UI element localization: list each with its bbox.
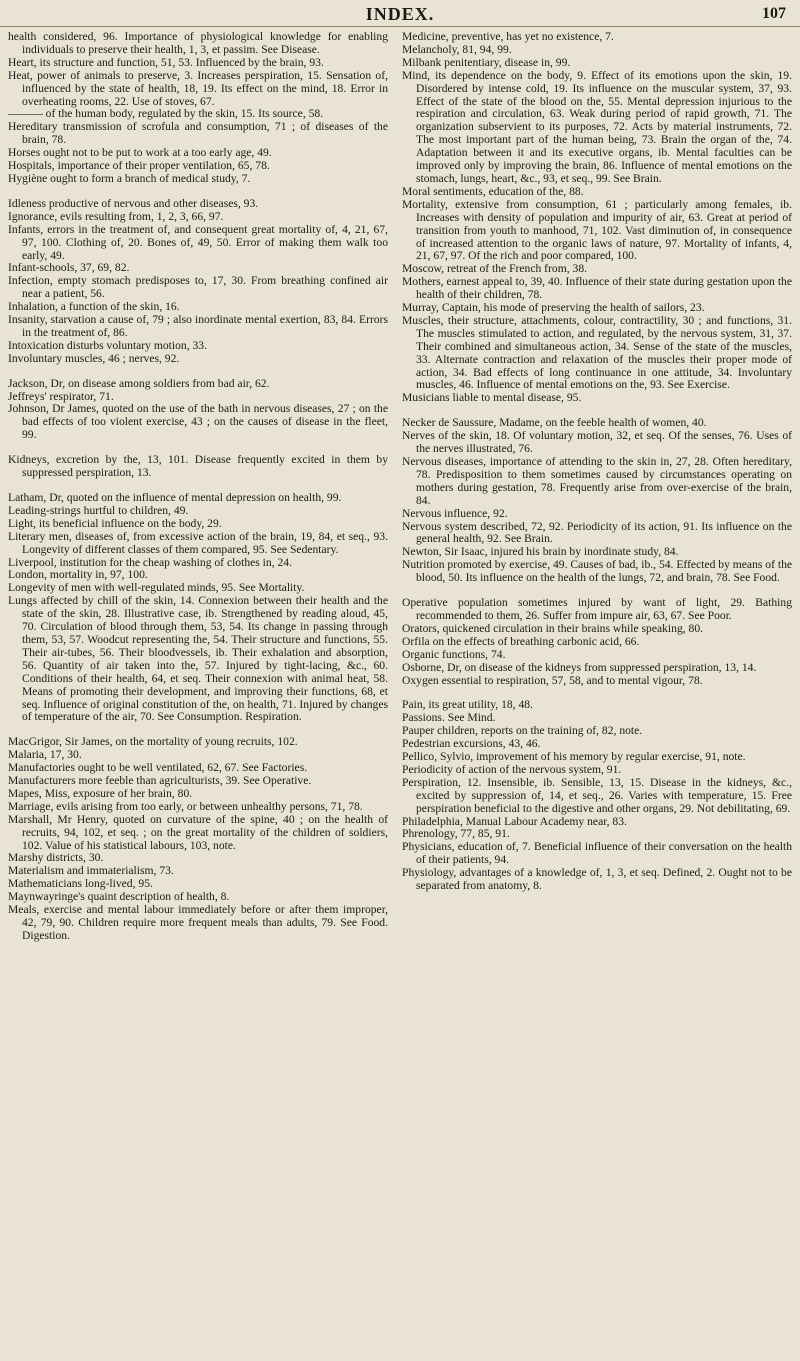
- index-entry: MacGrigor, Sir James, on the mortality of young recruits, 102.: [8, 735, 298, 749]
- index-entry: Newton, Sir Isaac, injured his brain by inordinate study, 84.: [402, 545, 679, 559]
- index-entry: Musicians liable to mental disease, 95.: [402, 391, 582, 405]
- page-number: 107: [762, 5, 786, 22]
- index-entry: Kidneys, excretion by the, 13, 101. Disease frequently excited in them by suppressed perspiration, 13.: [8, 453, 388, 480]
- index-entry: Latham, Dr, quoted on the influence of mental depression on health, 99.: [8, 491, 342, 504]
- index-entry: Nervous system described, 72, 92. Periodicity of its action, 91. Its influence on the general health, 92. See Brain.: [402, 519, 792, 546]
- index-entry: Oxygen essential to respiration, 57, 58, and to mental vigour, 78.: [402, 673, 703, 687]
- index-entry: Manufactories ought to be well ventilated, 62, 67. See Factories.: [8, 761, 308, 775]
- index-entry: Ignorance, evils resulting from, 1, 2, 3, 66, 97.: [8, 209, 224, 223]
- index-entry: Hygiène ought to form a branch of medical study, 7.: [8, 171, 251, 185]
- index-entry: Passions. See Mind.: [402, 711, 496, 725]
- index-entry: Intoxication disturbs voluntary motion, 33.: [8, 338, 208, 352]
- index-entry: Organic functions, 74.: [402, 647, 506, 661]
- index-entry: Pain, its great utility, 18, 48.: [402, 698, 533, 712]
- index-entry: Literary men, diseases of, from excessive action of the brain, 19, 84, et seq., 93. Longevity of different classes of them compared, 95. See Sedentary.: [8, 529, 388, 556]
- index-column-right: [402, 31, 792, 893]
- index-entry: Physicians, education of, 7. Beneficial influence of their conversation on the health of their patients, 94.: [402, 840, 792, 867]
- index-entry: Perspiration, 12. Insensible, ib. Sensible, 13, 15. Disease in the kidneys, &c., excited by suppression of, 14, et seq., 26. Varies with temperature, 15. Free perspiration beneficial to the digestive and other organs, 29. Not debilitating, 69.: [402, 775, 792, 815]
- index-entry: Hereditary transmission of scrofula and consumption, 71 ; of diseases of the brain, 78.: [8, 120, 388, 147]
- index-column-left: [8, 31, 388, 943]
- index-entry: Infection, empty stomach predisposes to, 17, 30. From breathing confined air near a patient, 56.: [8, 274, 388, 301]
- index-entry: Mind, its dependence on the body, 9. Effect of its emotions upon the skin, 19. Disordered by intense cold, 19. Its influence on the muscular system, 37, 93. Effect of the state of the blood on the, 55. Mental depression injurious to the respiration and circulation, 63. Weak during period of rapid growth, 71. The organization subservient to its purposes, 72. Acts by material instruments, 72. The most important part of the human being, 73. Brain the organ of the, 74. Adaptation between it and its executive organs, ib. Mental faculties can be improved only by improving the brain, 86. Influence of mental emotions on the stomach, lungs, heart, &c., 93, et seq., 99. See Brain.: [402, 68, 792, 185]
- index-entry: Marshy districts, 30.: [8, 851, 104, 865]
- index-entry: Nervous influence, 92.: [402, 506, 508, 520]
- index-entry: Medicine, preventive, has yet no existence, 7.: [402, 30, 614, 43]
- index-entry: health considered, 96. Importance of physiological knowledge for enabling individuals to preserve their health, 1, 3, et passim. See Disease.: [8, 30, 388, 56]
- index-entry: Moscow, retreat of the French from, 38.: [402, 262, 588, 276]
- index-entry: Manufacturers more feeble than agriculturists, 39. See Operative.: [8, 774, 312, 788]
- index-entry: Lungs affected by chill of the skin, 14. Connexion between their health and the state of the skin, 28. Illustrative case, ib. Strengthened by reading aloud, 45, 70. Circulation of blood through them, 53, 54. Its change in passing through them, 53, 57. Woodcut representing the, 54. Their structure and functions, 55. Their air-tubes, 56. Their bloodvessels, ib. Their exhalation and absorption, 56. Quantity of air taken into the, 57. Injured by tight-lacing, &c., 60. Conditions of their health, 64, et seq. Their connexion with animal heat, 58. Means of promoting their development, and improving their functions, 68, et seq. Influence of original constitution of the, on health, 71. Injured by changes of temperature of the air, 70. See Consumption. Respiration.: [8, 594, 388, 724]
- index-entry: Horses ought not to be put to work at a too early age, 49.: [8, 146, 272, 160]
- index-entry: Jackson, Dr, on disease among soldiers from bad air, 62.: [8, 376, 270, 390]
- index-entry: Philadelphia, Manual Labour Academy near, 83.: [402, 814, 627, 828]
- index-entry: Orators, quickened circulation in their brains while speaking, 80.: [402, 621, 704, 635]
- index-entry: Orfila on the effects of breathing carbonic acid, 66.: [402, 634, 640, 648]
- index-entry: Johnson, Dr James, quoted on the use of the bath in nervous diseases, 27 ; on the bad effects of too violent exercise, 43 ; on the causes of disease in the fleet, 99.: [8, 402, 388, 442]
- index-entry: Melancholy, 81, 94, 99.: [402, 42, 512, 56]
- index-entry: Longevity of men with well-regulated minds, 95. See Mortality.: [8, 581, 305, 595]
- index-entry: Involuntary muscles, 46 ; nerves, 92.: [8, 351, 180, 365]
- index-entry: Marshall, Mr Henry, quoted on curvature of the spine, 40 ; on the health of recruits, 94, 102, et seq. ; on the great mortality of the children of soldiers, 102. Value of his statistical labours, 103, note.: [8, 812, 388, 852]
- index-entry: Mothers, earnest appeal to, 39, 40. Influence of their state during gestation upon the health of their children, 78.: [402, 275, 792, 302]
- header-rule: [0, 26, 800, 27]
- letter-section-gap: [8, 366, 388, 378]
- index-entry: Heart, its structure and function, 51, 53. Influenced by the brain, 93.: [8, 55, 324, 69]
- index-entry: Nutrition promoted by exercise, 49. Causes of bad, ib., 54. Effected by means of the blood, 50. Its influence on the health of the lungs, 72, and brain, 78. See Food.: [402, 558, 793, 585]
- index-entry: London, mortality in, 97, 100.: [8, 568, 148, 582]
- index-entry: Nerves of the skin, 18. Of voluntary motion, 32, et seq. Of the senses, 76. Uses of the nerves illustrated, 76.: [402, 429, 792, 456]
- index-entry: Milbank penitentiary, disease in, 99.: [402, 55, 571, 69]
- index-entry: Hospitals, importance of their proper ventilation, 65, 78.: [8, 159, 270, 173]
- index-entry: Pedestrian excursions, 43, 46.: [402, 737, 541, 751]
- index-entry: Physiology, advantages of a knowledge of, 1, 3, et seq. Defined, 2. Ought not to be separated from anatomy, 8.: [402, 866, 792, 893]
- index-entry: Mortality, extensive from consumption, 61 ; particularly among females, ib. Increases with density of population and impurity of air, 63. Great at period of transition from youth to manhood, 71, 102. Vast diminution of, in consequence of increased attention to the organic laws of nature, 97. Mortality of infants, 4, 21, 67, 97. Of the rich and poor compared, 100.: [402, 197, 792, 263]
- index-entry: Necker de Saussure, Madame, on the feeble health of women, 40.: [402, 416, 707, 430]
- index-entry: Inhalation, a function of the skin, 16.: [8, 300, 180, 314]
- index-entry: Leading-strings hurtful to children, 49.: [8, 503, 189, 517]
- index-entry: Infant-schools, 37, 69, 82.: [8, 261, 130, 275]
- index-entry: Meals, exercise and mental labour immediately before or after them improper, 42, 79, 90. Children require more frequent meals than adults, 79. See Food. Digestion.: [8, 903, 388, 942]
- index-entry: Insanity, starvation a cause of, 79 ; also inordinate mental exertion, 83, 84. Errors in the treatment of, 86.: [8, 313, 388, 339]
- index-entry: Pauper children, reports on the training of, 82, note.: [402, 724, 643, 738]
- index-entry: Infants, errors in the treatment of, and consequent great mortality of, 4, 21, 67, 97, 100. Clothing of, 20. Bones of, 49, 50. Error of making them walk too early, 49.: [8, 222, 388, 262]
- index-entry: Moral sentiments, education of the, 88.: [402, 184, 584, 198]
- index-entry: Pellico, Sylvio, improvement of his memory by regular exercise, 91, note.: [402, 750, 746, 764]
- index-entry: Mathematicians long-lived, 95.: [8, 877, 153, 891]
- index-entry: Jeffreys' respirator, 71.: [8, 389, 114, 403]
- index-entry: Murray, Captain, his mode of preserving the health of sailors, 23.: [402, 301, 705, 315]
- index-entry: Osborne, Dr, on disease of the kidneys from suppressed perspiration, 13, 14.: [402, 660, 757, 674]
- index-entry: Light, its beneficial influence on the body, 29.: [8, 516, 222, 530]
- index-entry: Muscles, their structure, attachments, colour, contractility, 30 ; and functions, 31. The muscles stimulated to action, and regulated, by the nervous system, 31, 37. Their combined and simultaneous action, 34. Sense of the state of the muscles, 33. Alternate contraction and relaxation of the muscles their proper mode of action, 34. Bad effects of long continuance in one attitude, 34. Involuntary muscles, 46. Influence of mental emotions on the, 93. See Exercise.: [402, 313, 792, 392]
- index-entry: ——— of the human body, regulated by the skin, 15. Its source, 58.: [8, 107, 324, 121]
- index-entry: Malaria, 17, 30.: [8, 748, 82, 762]
- index-entry: Mapes, Miss, exposure of her brain, 80.: [8, 786, 193, 800]
- index-entry: Operative population sometimes injured by want of light, 29. Bathing recommended to them, 26. Suffer from impure air, 63, 67. See Poor.: [402, 596, 792, 622]
- index-entry: Maynwayringe's quaint description of health, 8.: [8, 890, 230, 904]
- index-entry: Materialism and immaterialism, 73.: [8, 864, 174, 878]
- index-entry: Phrenology, 77, 85, 91.: [402, 827, 510, 841]
- page-header: [0, 2, 800, 24]
- index-entry: Marriage, evils arising from too early, or between unhealthy persons, 71, 78.: [8, 799, 363, 813]
- index-entry: Heat, power of animals to preserve, 3. Increases perspiration, 15. Sensation of, influenced by the state of health, 18, 19. Its effect on the mind, 18. Error in overheating rooms, 22. Use of stoves, 67.: [8, 68, 388, 108]
- index-entry: Nervous diseases, importance of attending to the skin in, 27, 28. Often hereditary, 78. Predisposition to them sometimes caused by circumstances operating on mothers during gestation, 78. Frequently arise from over-exercise of the brain, 84.: [402, 455, 792, 507]
- page-title: INDEX.: [365, 4, 435, 24]
- index-entry: Idleness productive of nervous and other diseases, 93.: [8, 196, 259, 210]
- index-entry: Liverpool, institution for the cheap washing of clothes in, 24.: [8, 555, 292, 569]
- index-entry: Periodicity of action of the nervous system, 91.: [402, 762, 622, 776]
